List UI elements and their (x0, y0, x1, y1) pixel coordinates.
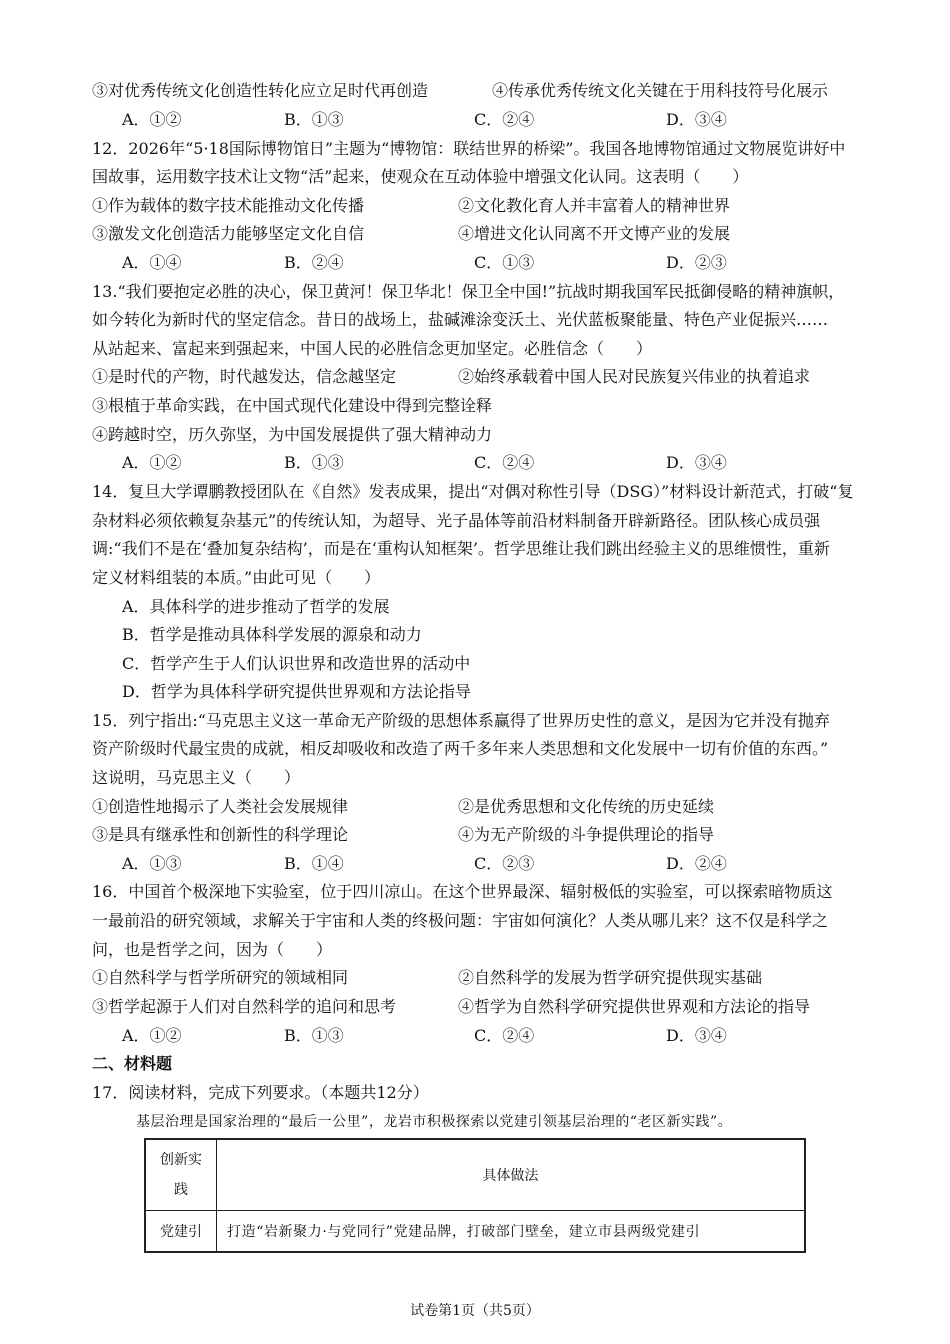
q16-stem-line: 一最前沿的研究领域，求解关于宇宙和人类的终极问题：宇宙如何演化？人类从哪儿来？这不仅是科学之 (92, 911, 829, 930)
q11-choice-b: B．①③ (284, 110, 344, 129)
q16-stem-line: 16．中国首个极深地下实验室，位于四川凉山。在这个世界最深、辐射极低的实验室，可以探索暗物质这 (92, 882, 833, 901)
q14-option-a: A．具体科学的进步推动了哲学的发展 (122, 597, 390, 616)
table-header-cell (145, 1139, 217, 1211)
q15-stem-line: 15．列宁指出:“马克思主义这一革命无产阶级的思想体系赢得了世界历史性的意义，是因为它并没有抛弃 (92, 711, 830, 730)
q16-item-4: ④哲学为自然科学研究提供世界观和方法论的指导 (458, 997, 811, 1016)
q15-stem-line: 资产阶级时代最宝贵的成就，相反却吸收和改造了两千多年来人类思想和文化发展中一切有价值的东西。” (92, 739, 829, 758)
q14-option-c: C．哲学产生于人们认识世界和改造世界的活动中 (122, 654, 471, 673)
q13-choice-a: A．①② (122, 453, 182, 472)
q17-material-table (144, 1138, 806, 1253)
q14-option-b: B．哲学是推动具体科学发展的源泉和动力 (122, 625, 422, 644)
q16-item-2: ②自然科学的发展为哲学研究提供现实基础 (458, 968, 763, 987)
table-cell: 打造“岩新聚力·与党同行”党建品牌，打破部门壁垒，建立市县两级党建引 (217, 1211, 806, 1253)
q12-choice-c: C．①③ (474, 253, 535, 272)
q15-item-1: ①创造性地揭示了人类社会发展规律 (92, 797, 349, 816)
table-header-cell: 具体做法 (217, 1139, 806, 1211)
q13-stem-line: 从站起来、富起来到强起来，中国人民的必胜信念更加坚定。必胜信念（ ） (92, 339, 653, 358)
q15-stem-line: 这说明，马克思主义（ ） (92, 768, 301, 787)
q16-choice-b: B．①③ (284, 1026, 344, 1045)
table-cell: 党建引 (145, 1211, 217, 1253)
page-footer: 试卷第1页（共5页） (410, 1303, 540, 1319)
q15-choice-a: A．①③ (122, 854, 182, 873)
q11-choice-d: D．③④ (666, 110, 727, 129)
q13-stem-line: 如今转化为新时代的坚定信念。昔日的战场上，盐碱滩涂变沃土、光伏蓝板聚能量、特色产业促振兴…… (92, 310, 829, 329)
q16-item-1: ①自然科学与哲学所研究的领域相同 (92, 968, 349, 987)
q13-item-3: ③根植于革命实践，在中国式现代化建设中得到完整诠释 (92, 396, 493, 415)
q15-item-4: ④为无产阶级的斗争提供理论的指导 (458, 825, 715, 844)
table-row (145, 1211, 805, 1253)
q12-choice-b: B．②④ (284, 253, 344, 272)
q12-choice-d: D．②③ (666, 253, 727, 272)
q15-choice-d: D．②④ (666, 854, 727, 873)
table-header-text: 创新实 (160, 1152, 202, 1168)
q11-choice-c: C．②④ (474, 110, 535, 129)
q14-stem-line: 14．复旦大学谭鹏教授团队在《自然》发表成果，提出“对偶对称性引导（DSG）”材料设计新范式，打破“复 (92, 482, 854, 501)
q12-item-2: ②文化教化育人并丰富着人的精神世界 (458, 196, 731, 215)
q12-stem-line: 国故事，运用数字技术让文物“活”起来，使观众在互动体验中增强文化认同。这表明（ ） (92, 167, 749, 186)
q13-item-1: ①是时代的产物，时代越发达，信念越坚定 (92, 367, 397, 386)
q11-item-4: ④传承优秀传统文化关键在于用科技符号化展示 (492, 81, 829, 100)
q16-choice-c: C．②④ (474, 1026, 535, 1045)
section-heading: 二、材料题 (92, 1054, 173, 1073)
q12-item-3: ③激发文化创造活力能够坚定文化自信 (92, 224, 365, 243)
q13-item-2: ②始终承载着中国人民对民族复兴伟业的执着追求 (458, 367, 811, 386)
q15-item-2: ②是优秀思想和文化传统的历史延续 (458, 797, 715, 816)
q14-stem-line: 定义材料组装的本质。”由此可见（ ） (92, 568, 381, 587)
table-header-text: 践 (174, 1182, 188, 1198)
q17-material-intro: 基层治理是国家治理的“最后一公里”，龙岩市积极探索以党建引领基层治理的“老区新实践”。 (136, 1114, 733, 1130)
q15-choice-c: C．②③ (474, 854, 535, 873)
q12-item-4: ④增进文化认同离不开文博产业的发展 (458, 224, 731, 243)
q13-choice-c: C．②④ (474, 453, 535, 472)
q14-stem-line: 调:“我们不是在‘叠加复杂结构’，而是在‘重构认知框架’。哲学思维让我们跳出经验主义的思维惯性，重新 (92, 539, 830, 558)
q11-item-3: ③对优秀传统文化创造性转化应立足时代再创造 (92, 81, 429, 100)
q16-item-3: ③哲学起源于人们对自然科学的追问和思考 (92, 997, 397, 1016)
q12-choice-a: A．①④ (122, 253, 182, 272)
q11-choice-a: A．①② (122, 110, 182, 129)
q16-choice-a: A．①② (122, 1026, 182, 1045)
q16-stem-line: 问，也是哲学之问，因为（ ） (92, 940, 333, 959)
q17-stem: 17．阅读材料，完成下列要求。（本题共12分） (92, 1083, 429, 1102)
q14-option-d: D．哲学为具体科学研究提供世界观和方法论指导 (122, 682, 471, 701)
q13-item-4: ④跨越时空，历久弥坚，为中国发展提供了强大精神动力 (92, 425, 493, 444)
q12-item-1: ①作为载体的数字技术能推动文化传播 (92, 196, 365, 215)
q14-stem-line: 杂材料必须依赖复杂基元”的传统认知，为超导、光子晶体等前沿材料制备开辟新路径。团队核心成员强 (92, 511, 821, 530)
q12-stem-line: 12．2026年“5·18国际博物馆日”主题为“博物馆：联结世界的桥梁”。我国各地博物馆通过文物展览讲好中 (92, 139, 846, 158)
table-header-row (145, 1139, 805, 1211)
q15-choice-b: B．①④ (284, 854, 344, 873)
q13-choice-d: D．③④ (666, 453, 727, 472)
q13-choice-b: B．①③ (284, 453, 344, 472)
q15-item-3: ③是具有继承性和创新性的科学理论 (92, 825, 349, 844)
q16-choice-d: D．③④ (666, 1026, 727, 1045)
q13-stem-line: 13.“我们要抱定必胜的决心，保卫黄河！保卫华北！保卫全中国!”抗战时期我国军民抵御侵略的精神旗帜， (92, 282, 845, 301)
